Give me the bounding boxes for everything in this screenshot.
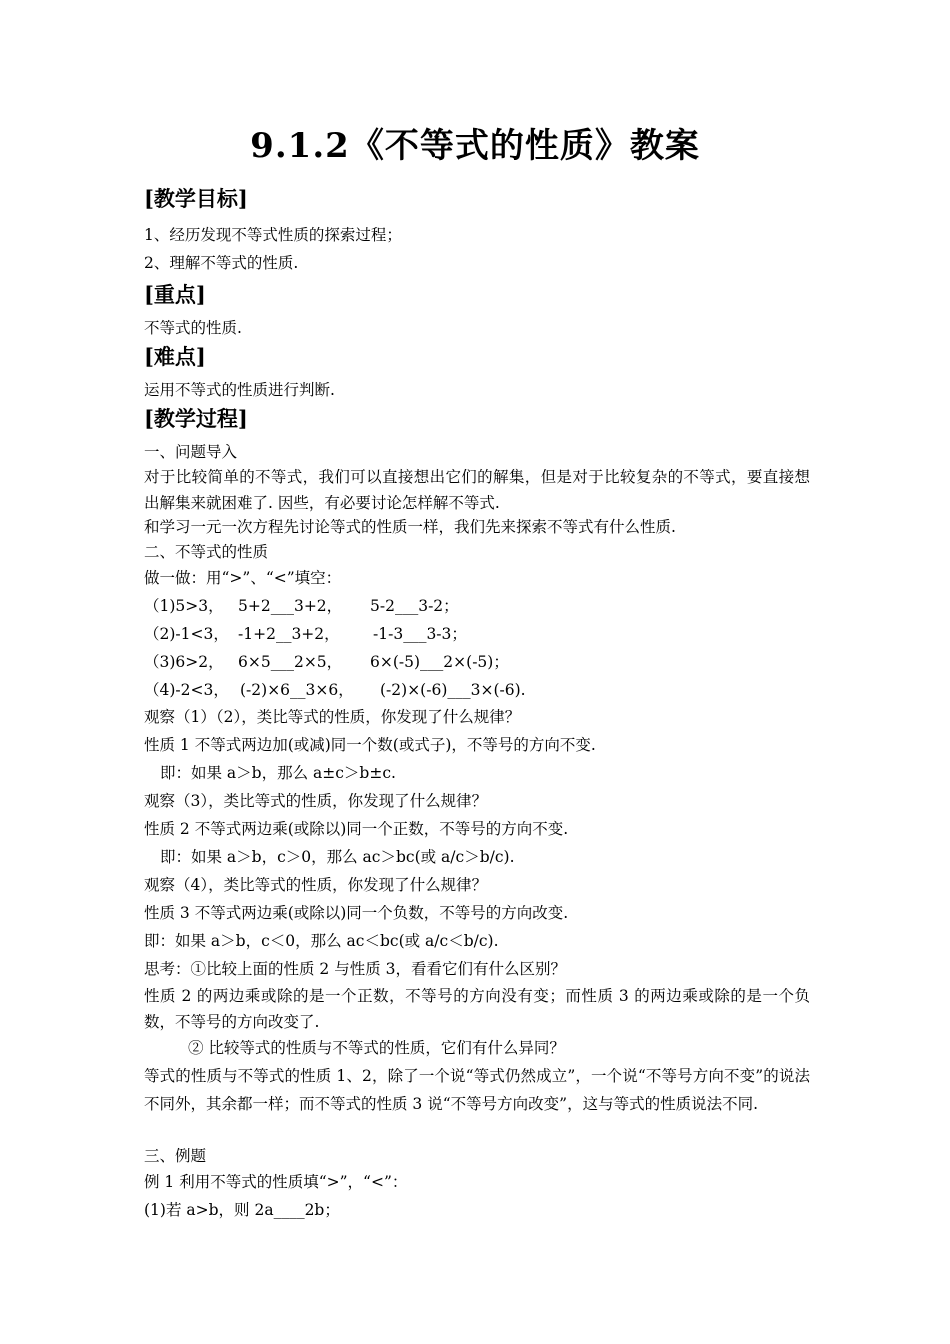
fill-cell: （4)-2<3， <box>144 681 229 699</box>
key-point-text: 不等式的性质. <box>144 319 242 337</box>
fill-cell: -1+2__3+2， <box>238 625 340 643</box>
section-title: 二、不等式的性质 <box>144 543 269 561</box>
fill-cell: (-2)×(-6)___3×(-6). <box>380 681 526 699</box>
difficulty-text: 运用不等式的性质进行判断. <box>144 381 335 399</box>
observation: 观察（1）（2），类比等式的性质，你发现了什么规律？ <box>144 708 521 726</box>
example-question: (1)若 a>b，则 2a____2b； <box>144 1201 340 1219</box>
observation: 观察（4），类比等式的性质，你发现了什么规律？ <box>144 876 488 894</box>
think-question: 思考：①比较上面的性质 2 与性质 3，看看它们有什么区别？ <box>144 960 567 978</box>
fill-cell: （3)6>2， <box>144 653 224 671</box>
think-answer: 性质 2 的两边乘或除的是一个正数，不等号的方向没有变；而性质 3 的两边乘或除的是一个负数，不等号的方向改变了. <box>144 987 810 1031</box>
property-3-formula: 即：如果 a＞b，c＜0，那么 ac＜bc(或 a/c＜b/c). <box>144 932 499 950</box>
property-1-formula: 即：如果 a＞b，那么 a±c＞b±c. <box>160 764 396 782</box>
property-2: 性质 2 不等式两边乘(或除以)同一个正数，不等号的方向不变. <box>144 820 569 838</box>
property-2-formula: 即：如果 a＞b，c＞0，那么 ac＞bc(或 a/c＞b/c). <box>160 848 515 866</box>
objective-item: 1、经历发现不等式性质的探索过程； <box>144 226 402 244</box>
fill-cell: -1-3___3-3； <box>373 625 467 643</box>
fill-cell: （1)5>3， <box>144 597 224 615</box>
section-title: 一、问题导入 <box>144 443 238 461</box>
fill-cell: (-2)×6__3×6， <box>240 681 354 699</box>
property-3: 性质 3 不等式两边乘(或除以)同一个负数，不等号的方向改变. <box>144 904 569 922</box>
fill-cell: 6×5___2×5， <box>238 653 343 671</box>
objective-item: 2、理解不等式的性质. <box>144 254 299 272</box>
page-title: 9.1.2《不等式的性质》教案 <box>250 126 700 166</box>
think-question: ② 比较等式的性质与不等式的性质，它们有什么异同？ <box>188 1039 565 1057</box>
section-title: 三、例题 <box>144 1147 207 1165</box>
fill-cell: 6×(-5)___2×(-5)； <box>370 653 509 671</box>
fill-intro: 做一做：用“>”、“<”填空： <box>144 569 342 587</box>
paragraph: 对于比较简单的不等式，我们可以直接想出它们的解集，但是对于比较复杂的不等式，要直接想出解集来就困难了. 因些，有必要讨论怎样解不等式. <box>144 468 810 512</box>
key-point-heading: [重点] <box>144 282 206 307</box>
process-heading: [教学过程] <box>144 406 248 431</box>
paragraph: 和学习一元一次方程先讨论等式的性质一样，我们先来探索不等式有什么性质. <box>144 518 676 536</box>
fill-cell: （2)-1<3， <box>144 625 229 643</box>
objectives-heading: [教学目标] <box>144 186 248 211</box>
difficulty-heading: [难点] <box>144 344 206 369</box>
observation: 观察（3），类比等式的性质，你发现了什么规律？ <box>144 792 488 810</box>
fill-cell: 5+2___3+2， <box>238 597 343 615</box>
fill-cell: 5-2___3-2； <box>370 597 459 615</box>
property-1: 性质 1 不等式两边加(或减)同一个数(或式子)，不等号的方向不变. <box>144 736 596 754</box>
think-answer: 等式的性质与不等式的性质 1、2，除了一个说“等式仍然成立”，一个说“不等号方向不变”的说法不同外，其余都一样；而不等式的性质 3 说“不等号方向改变”，这与等式的性质说法不同. <box>144 1067 810 1113</box>
example-title: 例 1 利用不等式的性质填“>”，“<”： <box>144 1173 408 1191</box>
